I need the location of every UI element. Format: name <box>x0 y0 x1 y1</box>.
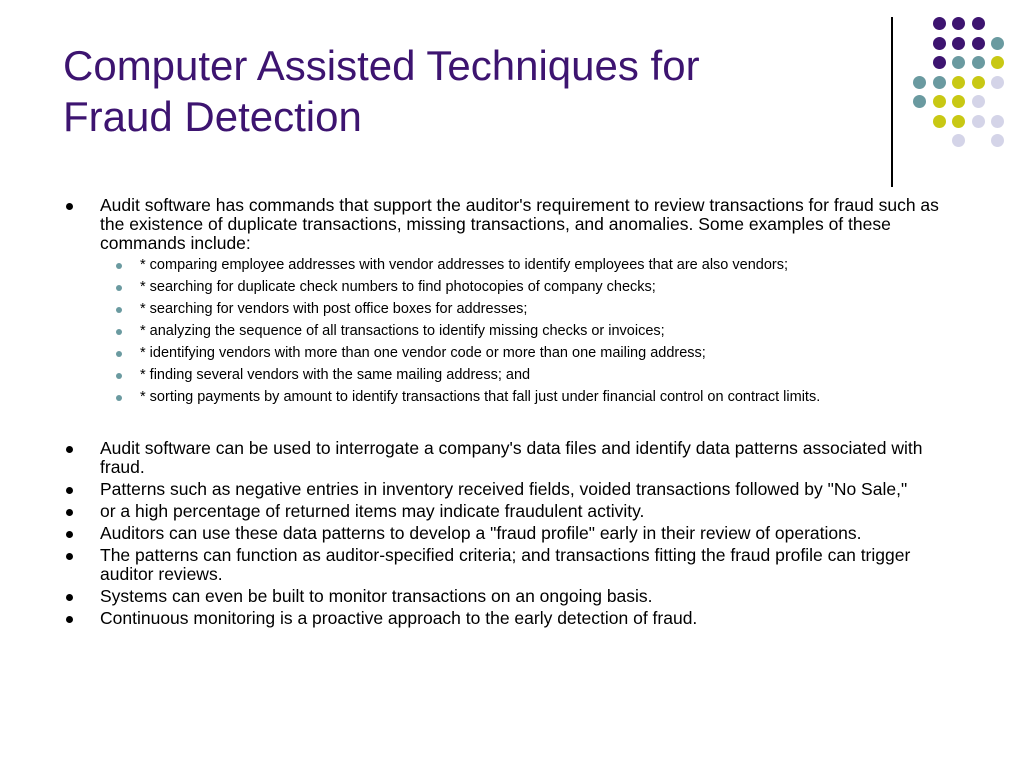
purple-dot-icon <box>972 37 985 50</box>
purple-dot-icon <box>933 56 946 69</box>
lime-dot-icon <box>991 56 1004 69</box>
bullet-item <box>66 196 966 406</box>
lime-dot-icon <box>972 76 985 89</box>
lime-dot-icon <box>952 76 965 89</box>
purple-dot-icon <box>972 17 985 30</box>
section-gap <box>66 411 966 439</box>
bullet-dot-icon <box>66 487 73 494</box>
bullet-text: or a high percentage of returned items may indicate fraudulent activity. <box>100 501 645 521</box>
slide-title <box>63 40 863 142</box>
purple-dot-icon <box>933 17 946 30</box>
sub-bullet-item <box>100 279 966 296</box>
bullet-dot-icon <box>66 203 73 210</box>
sub-bullet-dot-icon <box>116 329 122 335</box>
bullet-dot-icon <box>66 616 73 623</box>
title-line-1: Computer Assisted Techniques for <box>63 42 700 89</box>
bullet-text: Audit software can be used to interrogate a company's data files and identify data patterns associated with fraud. <box>100 438 923 477</box>
lime-dot-icon <box>933 115 946 128</box>
teal-dot-icon <box>913 95 926 108</box>
lime-dot-icon <box>952 95 965 108</box>
sub-bullet-dot-icon <box>116 307 122 313</box>
teal-dot-icon <box>933 76 946 89</box>
sub-bullet-item <box>100 257 966 274</box>
sub-bullet-item <box>100 367 966 384</box>
bullet-item <box>66 546 966 584</box>
bullet-list <box>66 196 966 406</box>
sub-bullet-text: * identifying vendors with more than one vendor code or more than one mailing address; <box>140 345 706 361</box>
lime-dot-icon <box>933 95 946 108</box>
bullet-dot-icon <box>66 531 73 538</box>
bullet-text: Patterns such as negative entries in inventory received fields, voided transactions followed by "No Sale," <box>100 479 908 499</box>
bullet-item <box>66 480 966 499</box>
title-divider <box>891 17 893 187</box>
sub-bullet-dot-icon <box>116 395 122 401</box>
bullet-text: Continuous monitoring is a proactive approach to the early detection of fraud. <box>100 608 698 628</box>
lime-dot-icon <box>952 115 965 128</box>
lavender-dot-icon <box>991 115 1004 128</box>
sub-bullet-text: * searching for vendors with post office boxes for addresses; <box>140 301 528 317</box>
sub-bullet-text: * analyzing the sequence of all transactions to identify missing checks or invoices; <box>140 323 665 339</box>
sub-bullet-text: * searching for duplicate check numbers to find photocopies of company checks; <box>140 279 656 295</box>
lavender-dot-icon <box>952 134 965 147</box>
sub-bullet-list <box>100 257 966 406</box>
sub-bullet-dot-icon <box>116 351 122 357</box>
bullet-list <box>66 439 966 628</box>
teal-dot-icon <box>913 76 926 89</box>
bullet-text: The patterns can function as auditor-specified criteria; and transactions fitting the fraud profile can trigger auditor reviews. <box>100 545 911 584</box>
sub-bullet-dot-icon <box>116 263 122 269</box>
sub-bullet-item <box>100 345 966 362</box>
bullet-item <box>66 502 966 521</box>
bullet-dot-icon <box>66 553 73 560</box>
slide-body <box>66 196 966 631</box>
sub-bullet-text: * comparing employee addresses with vendor addresses to identify employees that are also vendors; <box>140 257 789 273</box>
bullet-dot-icon <box>66 509 73 516</box>
lavender-dot-icon <box>991 76 1004 89</box>
sub-bullet-dot-icon <box>116 373 122 379</box>
bullet-item <box>66 609 966 628</box>
sub-bullet-item <box>100 301 966 318</box>
teal-dot-icon <box>952 56 965 69</box>
purple-dot-icon <box>933 37 946 50</box>
sub-bullet-text: * sorting payments by amount to identify transactions that fall just under financial control on contract limits. <box>140 389 821 405</box>
bullet-item <box>66 439 966 477</box>
sub-bullet-item <box>100 389 966 406</box>
bullet-text: Audit software has commands that support the auditor's requirement to review transactions for fraud such as the existence of duplicate transactions, missing transactions, and anomalies. Some examples of these commands include: <box>100 195 939 253</box>
teal-dot-icon <box>972 56 985 69</box>
lavender-dot-icon <box>991 134 1004 147</box>
teal-dot-icon <box>991 37 1004 50</box>
title-line-2: Fraud Detection <box>63 93 362 140</box>
lavender-dot-icon <box>972 115 985 128</box>
bullet-dot-icon <box>66 446 73 453</box>
bullet-dot-icon <box>66 594 73 601</box>
purple-dot-icon <box>952 37 965 50</box>
bullet-text: Auditors can use these data patterns to develop a "fraud profile" early in their review of operations. <box>100 523 862 543</box>
purple-dot-icon <box>952 17 965 30</box>
lavender-dot-icon <box>972 95 985 108</box>
sub-bullet-dot-icon <box>116 285 122 291</box>
bullet-item <box>66 587 966 606</box>
bullet-item <box>66 524 966 543</box>
bullet-text: Systems can even be built to monitor transactions on an ongoing basis. <box>100 586 653 606</box>
sub-bullet-item <box>100 323 966 340</box>
sub-bullet-text: * finding several vendors with the same mailing address; and <box>140 367 531 383</box>
